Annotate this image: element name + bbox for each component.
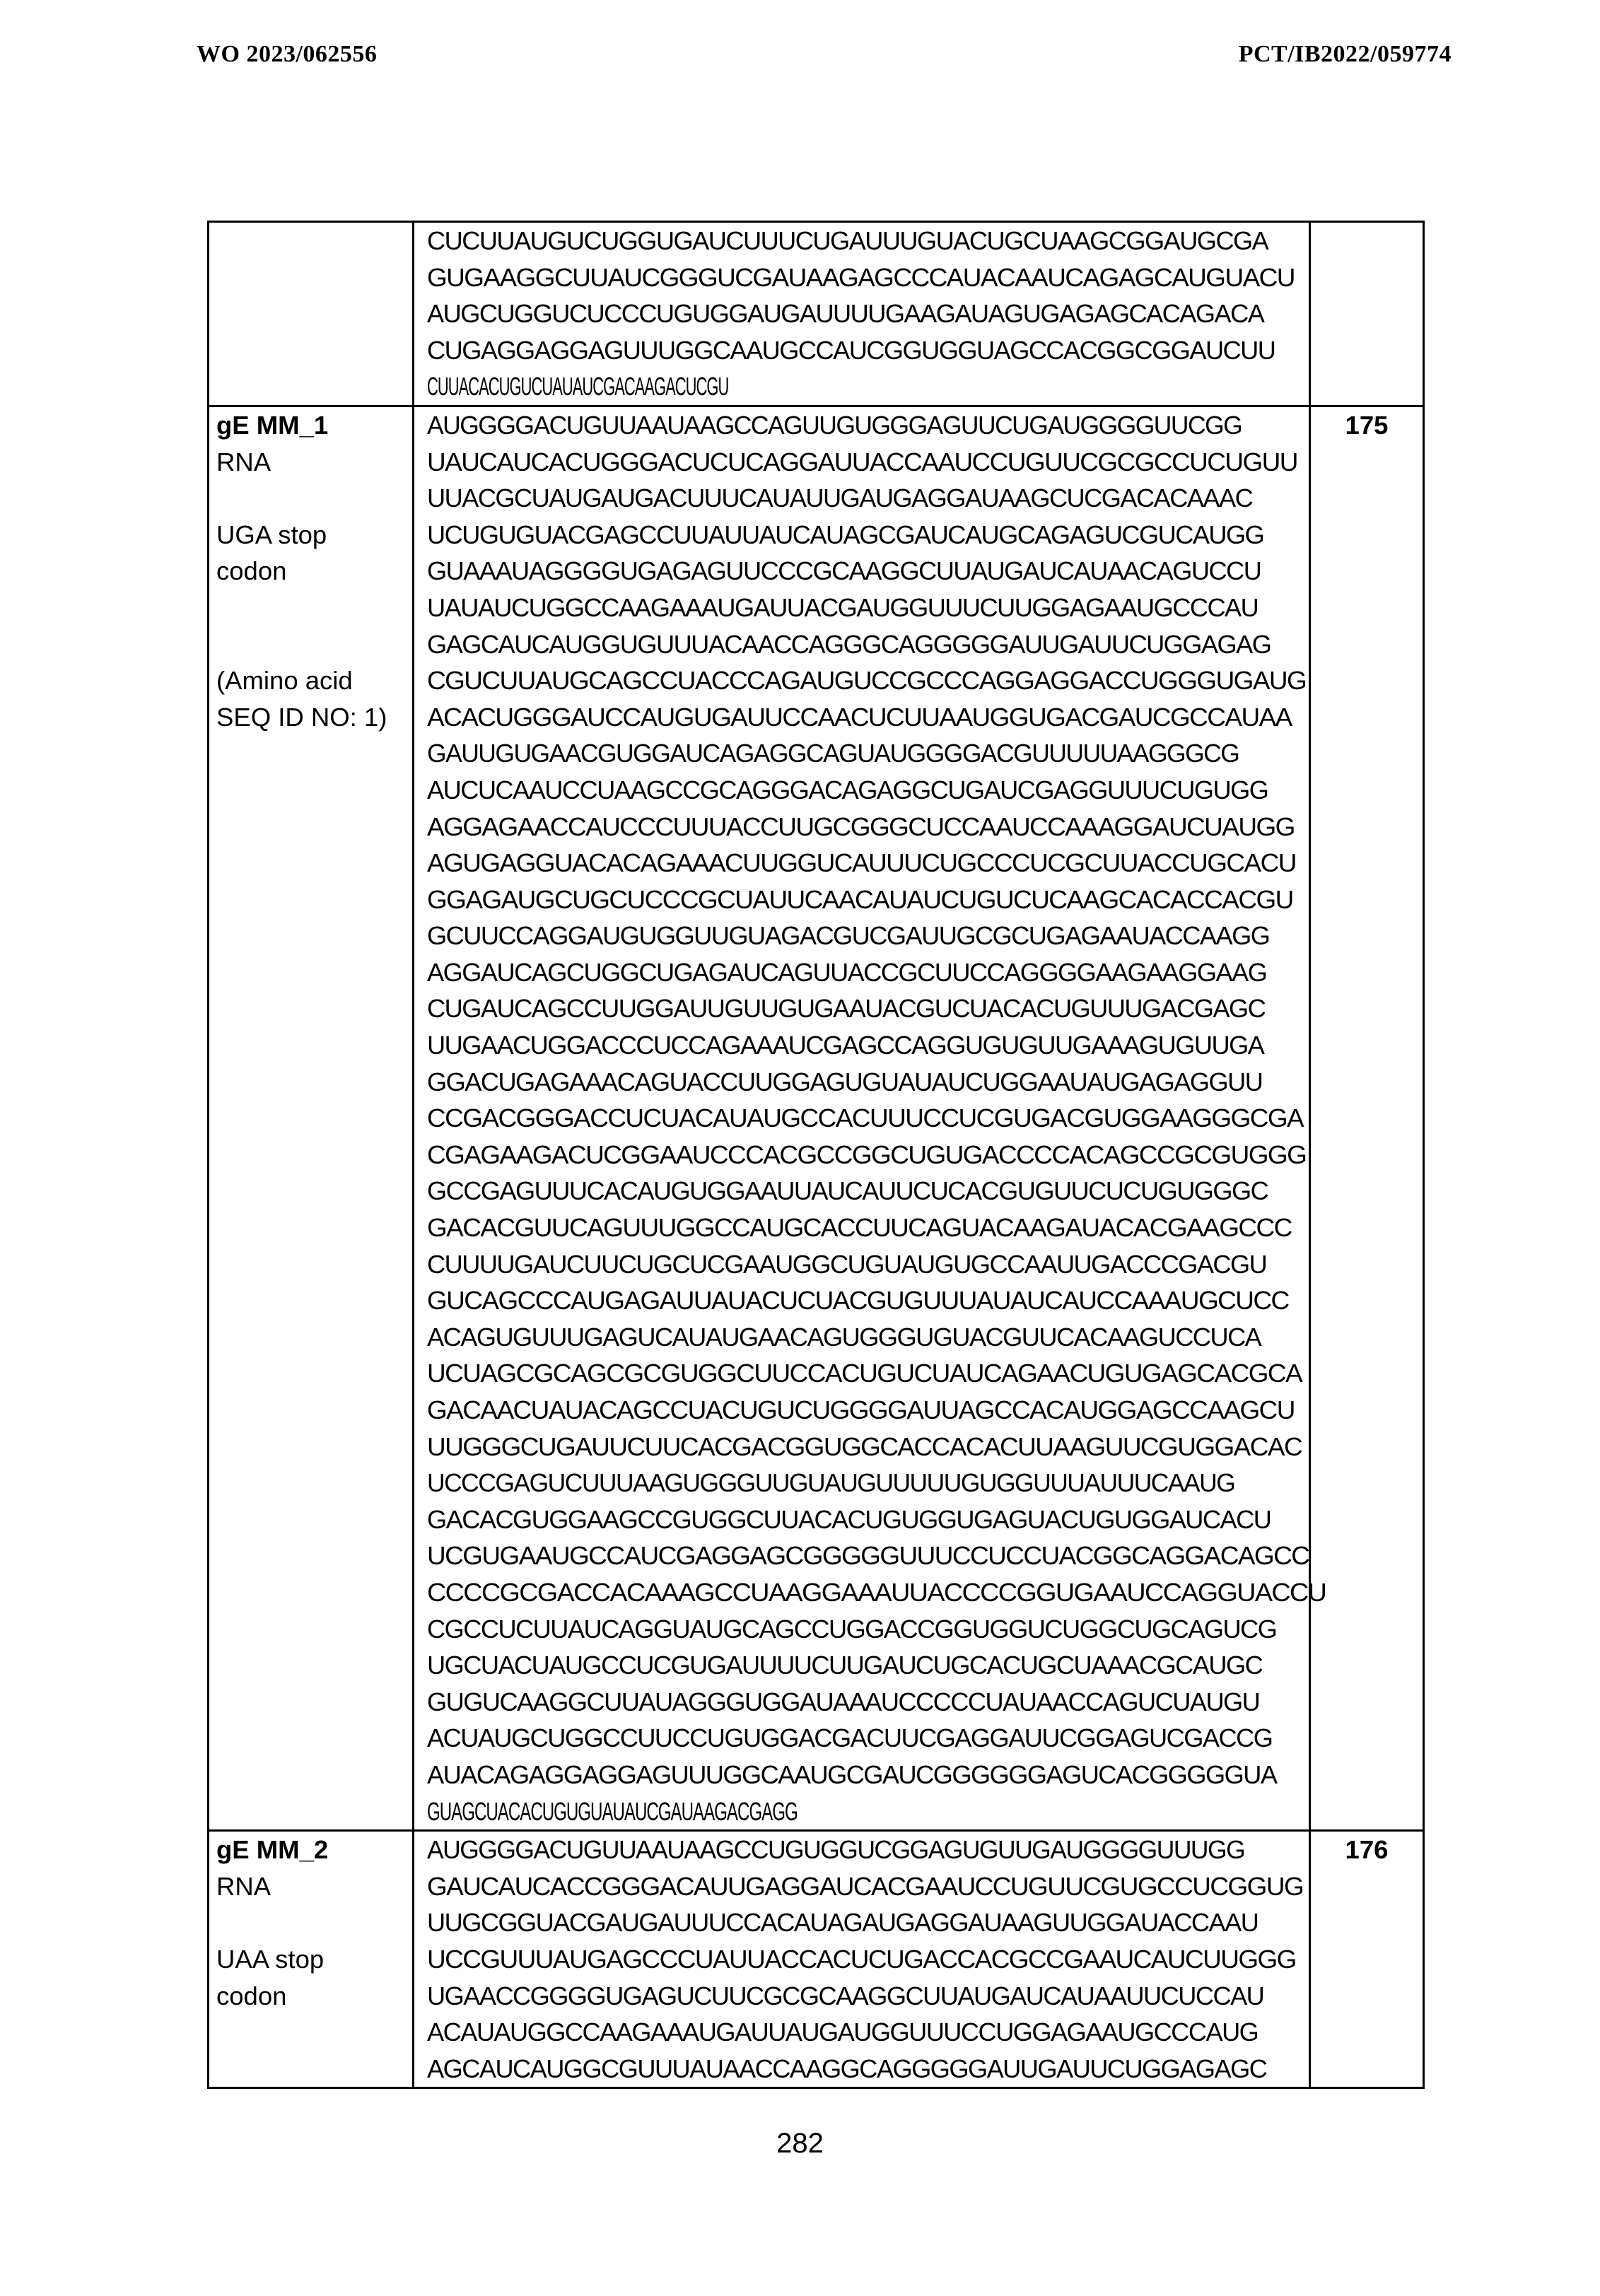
sequence-description-line: codon xyxy=(216,556,287,586)
sequence-description-line xyxy=(216,626,405,663)
sequence-description-line: RNA xyxy=(216,447,271,476)
seq-id-number: 176 xyxy=(1310,1831,1424,2088)
sequence-line: UUGCGGUACGAUGAUUUCCACAUAGAUGAGGAUAAGUUGGAUACCAAU xyxy=(427,1908,1259,1938)
sequence-line: UGCUACUAUGCCUCGUGAUUUUCUUGAUCUGCACUGCUAAACGCAUGC xyxy=(427,1651,1263,1680)
sequence-line: UGAACCGGGGUGAGUCUUCGCGCAAGGCUUAUGAUCAUAAUUCUCCAU xyxy=(427,1981,1264,2010)
sequence-line: UCGUGAAUGCCAUCGAGGAGCGGGGGUUUCCUCCUACGGCAGGACAGCC xyxy=(427,1541,1309,1571)
sequence-line: GACACGUUCAGUUUGGCCAUGCACCUUCAGUACAAGAUACACGAAGCCC xyxy=(427,1213,1292,1243)
sequence-description-line: UGA stop xyxy=(216,520,327,549)
sequence-cell xyxy=(414,406,1326,1830)
sequence-line: AGGAGAACCAUCCCUUUACCUUGCGGGCUCCAAUCCAAAGGAUCUAUGG xyxy=(427,812,1295,841)
table-row xyxy=(209,406,1424,1830)
sequence-description-line xyxy=(216,480,405,517)
sequence-description-line: UAA stop xyxy=(216,1944,325,1974)
sequence-line: UCCCGAGUCUUUAAGUGGGUUGUAUGUUUUUGUGGUUUAUUUCAAUG xyxy=(427,1468,1235,1498)
sequence-line: UAUAUCUGGCCAAGAAAUGAUUACGAUGGUUUCUUGGAGAAUGCCCAU xyxy=(427,592,1259,622)
sequence-line: CGCCUCUUAUCAGGUAUGCAGCCUGGACCGGUGGUCUGGCUGCAGUCG xyxy=(427,1614,1277,1644)
sequence-line: CUGAUCAGCCUUGGAUUGUUGUGAAUACGUCUACACUGUUUGACGAGC xyxy=(427,994,1266,1024)
sequence-description-line xyxy=(216,1904,405,1941)
sequence-line: GUCAGCCCAUGAGAUUAUACUCUACGUGUUUAUAUCAUCCAAAUGCUCC xyxy=(427,1286,1289,1316)
sequence-line: GGACUGAGAAACAGUACCUUGGAGUGUAUAUCUGGAAUAUGAGAGGUU xyxy=(427,1067,1263,1096)
sequence-line: GCCGAGUUUCACAUGUGGAAUUAUCAUUCUCACGUGUUCUCUGUGGGC xyxy=(427,1176,1268,1206)
sequence-table-body xyxy=(209,222,1424,2088)
seq-id-number: 175 xyxy=(1310,406,1424,1830)
application-number: PCT/IB2022/059774 xyxy=(1238,41,1452,67)
sequence-line: ACAGUGUUUGAGUCAUAUGAACAGUGGGUGUACGUUCACAAGUCCUCA xyxy=(427,1322,1261,1352)
sequence-description-line xyxy=(216,590,405,626)
sequence-line: CGUCUUAUGCAGCCUACCCAGAUGUCCGCCCAGGAGGACCUGGGUGAUG xyxy=(427,666,1307,696)
sequence-line: ACUAUGCUGGCCUUCCUGUGGACGACUUCGAGGAUUCGGAGUCGACCG xyxy=(427,1723,1273,1753)
sequence-line: AUACAGAGGAGGAGUUUGGCAAUGCGAUCGGGGGGAGUCACGGGGGUA xyxy=(427,1759,1277,1789)
sequence-cell xyxy=(414,222,1310,406)
sequence-line: GCUUCCAGGAUGUGGUUGUAGACGUCGAUUGCGCUGAGAAUACCAAGG xyxy=(427,921,1270,951)
table-row xyxy=(209,1831,1424,2088)
sequence-line: UCUAGCGCAGCGCGUGGCUUCCACUGUCUAUCAGAACUGUGAGCACGCA xyxy=(427,1359,1302,1388)
sequence-line: GACAACUAUACAGCCUACUGUCUGGGGAUUAGCCACAUGGAGCCAAGCU xyxy=(427,1395,1295,1424)
sequence-line: GACACGUGGAAGCCGUGGCUUACACUGUGGUGAGUACUGUGGAUCACU xyxy=(427,1504,1271,1534)
sequence-cell xyxy=(414,1831,1310,2088)
sequence-line: GGAGAUGCUGCUCCCGCUAUUCAACAUAUCUGUCUCAAGCACACCACGU xyxy=(427,884,1293,914)
sequence-line: UUGGGCUGAUUCUUCACGACGGUGGCACCACACUUAAGUUCGUGGACAC xyxy=(427,1431,1302,1461)
sequence-description-line: codon xyxy=(216,1981,287,2010)
sequence-line: AUGGGGACUGUUAAUAAGCCAGUUGUGGGAGUUCUGAUGGGGUUCGG xyxy=(427,410,1242,440)
sequence-line: GUAAAUAGGGGUGAGAGUUCCCGCAAGGCUUAUGAUCAUAACAGUCCU xyxy=(427,556,1261,586)
sequence-line: GAUCAUCACCGGGACAUUGAGGAUCACGAAUCCUGUUCGUGCCUCGGUG xyxy=(427,1871,1304,1901)
sequence-line: CUUUUGAUCUUCUGCUCGAAUGGCUGUAUGUGCCAAUUGACCCGACGU xyxy=(427,1249,1267,1279)
sequence-line: AGCAUCAUGGCGUUUAUAACCAAGGCAGGGGGAUUGAUUCUGGAGAGC xyxy=(427,2054,1267,2083)
sequence-line: UUACGCUAUGAUGACUUUCAUAUUGAUGAGGAUAAGCUCGACACAAAC xyxy=(427,484,1253,513)
sequence-line: CGAGAAGACUCGGAAUCCCACGCCGGCUGUGACCCCACAGCCGCGUGGG xyxy=(427,1140,1307,1169)
sequence-line: AUGGGGACUGUUAAUAAGCCUGUGGUCGGAGUGUUGAUGGGGUUUGG xyxy=(427,1835,1245,1865)
sequence-line: UCCGUUUAUGAGCCCUAUUACCACUCUGACCACGCCGAAUCAUCUUGGG xyxy=(427,1944,1296,1974)
sequence-line: GAGCAUCAUGGUGUUUACAACCAGGGCAGGGGGAUUGAUUCUGGAGAG xyxy=(427,629,1271,659)
sequence-table xyxy=(207,221,1425,2089)
sequence-name-cell xyxy=(209,1831,414,2088)
sequence-description-line: SEQ ID NO: 1) xyxy=(216,702,387,732)
sequence-line: AUCUCAAUCCUAAGCCGCAGGGACAGAGGCUGAUCGAGGUUUCUGUGG xyxy=(427,775,1268,804)
sequence-description-line: (Amino acid xyxy=(216,666,353,696)
sequence-line: CCGACGGGACCUCUACAUAUGCCACUUUCCUCGUGACGUGGAAGGGCGA xyxy=(427,1103,1304,1133)
sequence-line: CUCUUAUGUCUGGUGAUCUUUCUGAUUUGUACUGCUAAGCGGAUGCGA xyxy=(427,226,1268,255)
sequence-line: GUAGCUACACUGUGUAUAUCGAUAAGACGAGG xyxy=(427,1796,798,1826)
sequence-name-cell xyxy=(209,222,414,406)
sequence-line: UCUGUGUACGAGCCUUAUUAUCAUAGCGAUCAUGCAGAGUCGUCAUGG xyxy=(427,520,1264,549)
sequence-name-cell xyxy=(209,406,414,1830)
sequence-line: GAUUGUGAACGUGGAUCAGAGGCAGUAUGGGGACGUUUUUAAGGGCG xyxy=(427,739,1239,768)
sequence-line: GUGUCAAGGCUUAUAGGGUGGAUAAAUCCCCCUAUAACCAGUCUAUGU xyxy=(427,1687,1260,1716)
sequence-line: AGUGAGGUACACAGAAACUUGGUCAUUUCUGCCCUCGCUUACCUGCACU xyxy=(427,848,1296,878)
sequence-line: UUGAACUGGACCCUCCAGAAAUCGAGCCAGGUGUGUUGAAAGUGUUGA xyxy=(427,1031,1264,1060)
sequence-line: UAUCAUCACUGGGACUCUCAGGAUUACCAAUCCUGUUCGCGCCUCUGUU xyxy=(427,447,1297,476)
page-number: 282 xyxy=(776,2128,824,2159)
publication-number: WO 2023/062556 xyxy=(197,41,378,67)
sequence-name: gE MM_1 xyxy=(216,410,329,440)
sequence-name: gE MM_2 xyxy=(216,1835,329,1865)
sequence-line: ACACUGGGAUCCAUGUGAUUCCAACUCUUAAUGGUGACGAUCGCCAUAA xyxy=(427,702,1292,732)
sequence-line: CUUACACUGUCUAUAUCGACAAGACUCGU xyxy=(427,372,729,402)
sequence-line: ACAUAUGGCCAAGAAAUGAUUAUGAUGGUUUCCUGGAGAAUGCCCAUG xyxy=(427,2017,1259,2047)
sequence-line: CCCCGCGACCACAAAGCCUAAGGAAAUUACCCCGGUGAAUCCAGGUACCU xyxy=(427,1577,1326,1607)
table-row xyxy=(209,222,1424,406)
sequence-line: AUGCUGGUCUCCCUGUGGAUGAUUUUGAAGAUAGUGAGAGCACAGACA xyxy=(427,299,1264,329)
sequence-description-line: RNA xyxy=(216,1871,271,1901)
seq-id-number xyxy=(1310,222,1424,406)
sequence-line: AGGAUCAGCUGGCUGAGAUCAGUUACCGCUUCCAGGGGAAGAAGGAAG xyxy=(427,957,1267,987)
sequence-line: GUGAAGGCUUAUCGGGUCGAUAAGAGCCCAUACAAUCAGAGCAUGUACU xyxy=(427,262,1295,292)
sequence-line: CUGAGGAGGAGUUUGGCAAUGCCAUCGGUGGUAGCCACGGCGGAUCUU xyxy=(427,335,1275,365)
